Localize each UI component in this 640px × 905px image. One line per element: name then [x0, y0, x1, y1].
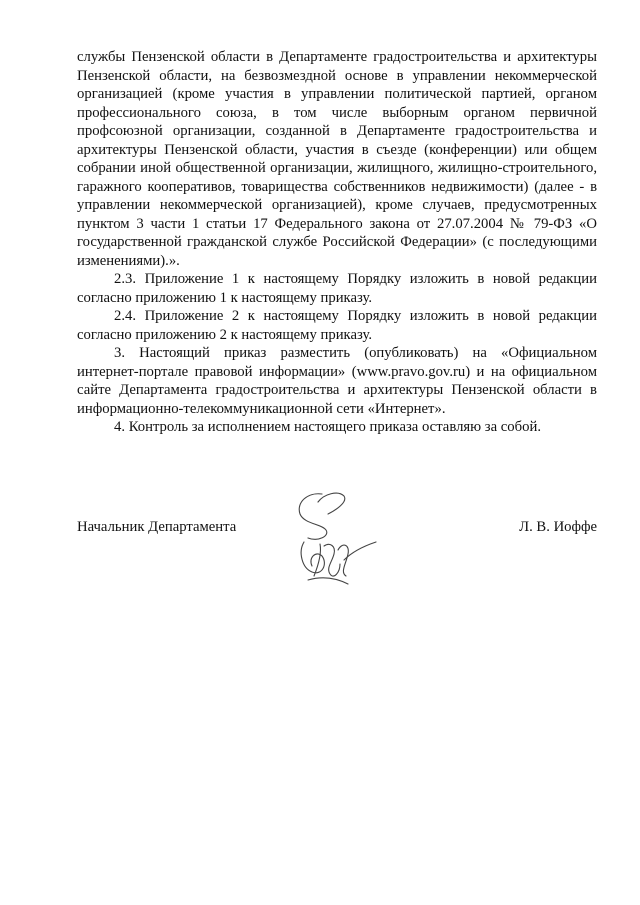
signatory-name: Л. В. Иоффе [519, 519, 597, 535]
paragraph-4: 4. Контроль за исполнением настоящего приказа оставляю за собой. [114, 419, 541, 435]
paragraph-continuation: службы Пензенской области в Департаменте градостроительства и архитектуры Пензенской области, на безвозмездной основе в управлении некоммерческой организацией (кроме участия в управлении политической партией, органом профессионального союза, в том числе выборным органом первичной профсоюзной организации, созданной в Департаменте градостроительства и архитектуры Пензенской области, участия в съезде (конференции) или общем собрании иной общественной организации, жилищного, жилищно-строительного, гаражного кооперативов, товарищества собственников недвижимости) (далее - в управлении некоммерческой организацией), кроме случаев, предусмотренных пунктом 3 части 1 статьи 17 Федерального закона от 27.07.2004 № 79-ФЗ «О государственной гражданской службе Российской Федерации» (с последующими изменениями).». [77, 49, 597, 269]
paragraph-2-3: 2.3. Приложение 1 к настоящему Порядку изложить в новой редакции согласно приложению 1 к настоящему приказу. [77, 271, 597, 306]
paragraph-2-4: 2.4. Приложение 2 к настоящему Порядку изложить в новой редакции согласно приложению 2 к настоящему приказу. [77, 308, 597, 343]
signatory-position: Начальник Департамента [77, 519, 237, 535]
document-body [77, 48, 597, 437]
handwritten-signature [278, 480, 388, 592]
paragraph-3: 3. Настоящий приказ разместить (опубликовать) на «Официальном интернет-портале правовой информации» (www.pravo.gov.ru) и на официальном сайте Департамента градостроительства и архитектуры Пензенской области в информационно-телекоммуникационной сети «Интернет». [77, 345, 597, 417]
